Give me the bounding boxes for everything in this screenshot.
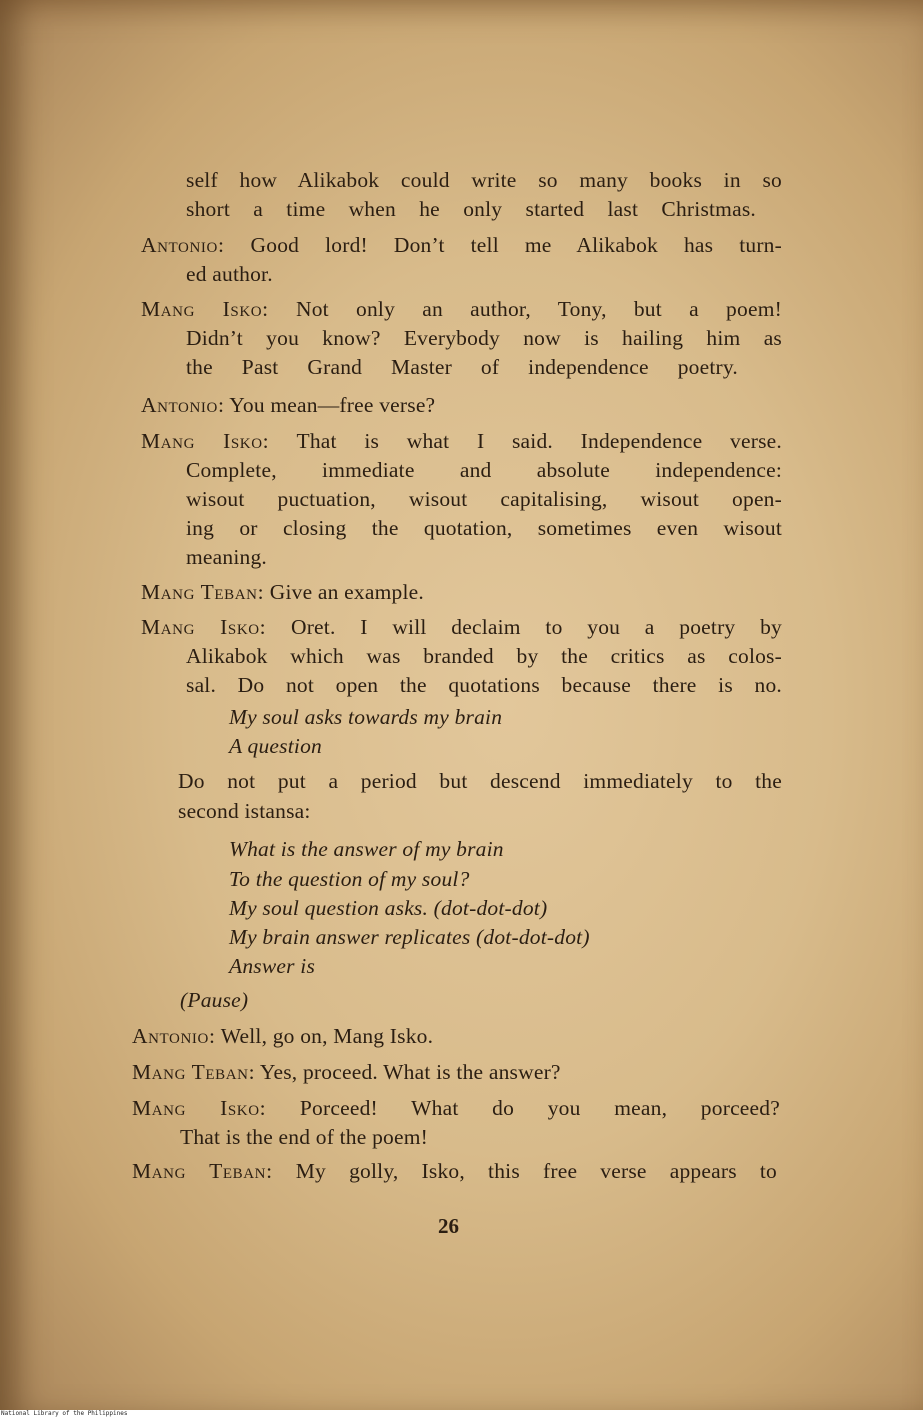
- dialogue-text: Porceed! What do you mean, porceed?: [266, 1096, 780, 1120]
- poem-line: What is the answer of my brain: [229, 837, 504, 861]
- page-number: 26: [438, 1214, 459, 1238]
- text-line: ed author.: [186, 262, 273, 286]
- dialogue-text: My golly, Isko, this free verse appears to: [272, 1159, 777, 1183]
- text-line: That is the end of the poem!: [180, 1125, 428, 1149]
- text-line: meaning.: [186, 545, 268, 569]
- footer-credit: National Library of the Philippines: [1, 1410, 128, 1417]
- speaker-name: Mang Isko:: [141, 429, 270, 453]
- text-line: Do not put a period but descend immediately to the: [178, 769, 782, 793]
- text-line: short a time when he only started last Christmas.: [186, 197, 756, 221]
- speaker-name: Mang Isko:: [141, 615, 267, 639]
- speaker-name: Mang Teban:: [132, 1159, 273, 1183]
- poem-line: A question: [229, 734, 322, 758]
- dialogue-text: You mean—free verse?: [224, 393, 436, 417]
- dialogue-text: Well, go on, Mang Isko.: [215, 1024, 434, 1048]
- speaker-name: Mang Teban:: [141, 580, 265, 604]
- dialogue-text: Oret. I will declaim to you a poetry by: [266, 615, 782, 639]
- text-line: ing or closing the quotation, sometimes even wisout: [186, 516, 782, 540]
- text-line: Complete, immediate and absolute independence:: [186, 458, 782, 482]
- text-line: Didn’t you know? Everybody now is hailing him as: [186, 326, 782, 350]
- dialogue-line: [141, 427, 782, 457]
- text-line: second istansa:: [178, 799, 311, 823]
- text-line: the Past Grand Master of independence poetry.: [186, 355, 738, 379]
- dialogue-text: Not only an author, Tony, but a poem!: [268, 297, 782, 321]
- dialogue-line: [132, 1157, 777, 1187]
- poem-line: My soul question asks. (dot-dot-dot): [229, 896, 548, 920]
- poem-line: Answer is: [229, 954, 316, 978]
- stage-direction: (Pause): [180, 988, 249, 1012]
- dialogue-line: [141, 231, 782, 261]
- dialogue-line: [132, 1058, 561, 1088]
- poem-line: My brain answer replicates (dot-dot-dot): [229, 925, 590, 949]
- speaker-name: Antonio:: [132, 1024, 216, 1048]
- poem-line: To the question of my soul?: [229, 867, 470, 891]
- speaker-name: Antonio:: [141, 393, 225, 417]
- speaker-name: Mang Teban:: [132, 1060, 256, 1084]
- dialogue-line: [141, 578, 424, 608]
- dialogue-text: That is what I said. Independence verse.: [269, 429, 782, 453]
- dialogue-text: Good lord! Don’t tell me Alikabok has turn-: [224, 233, 782, 257]
- speaker-name: Mang Isko:: [132, 1096, 267, 1120]
- text-line: Alikabok which was branded by the critics as colos-: [186, 644, 782, 668]
- speaker-name: Mang Isko:: [141, 297, 269, 321]
- dialogue-text: Give an example.: [264, 580, 424, 604]
- dialogue-line: [132, 1094, 780, 1124]
- speaker-name: Antonio:: [141, 233, 225, 257]
- footer-strip: [0, 1410, 923, 1418]
- dialogue-line: [141, 391, 435, 421]
- text-line: wisout puctuation, wisout capitalising, wisout open-: [186, 487, 782, 511]
- poem-line: My soul asks towards my brain: [229, 705, 503, 729]
- text-line: self how Alikabok could write so many books in so: [186, 168, 782, 192]
- dialogue-text: Yes, proceed. What is the answer?: [255, 1060, 561, 1084]
- dialogue-line: [141, 613, 782, 643]
- dialogue-line: [141, 295, 782, 325]
- dialogue-line: [132, 1022, 433, 1052]
- text-line: sal. Do not open the quotations because there is no.: [186, 673, 782, 697]
